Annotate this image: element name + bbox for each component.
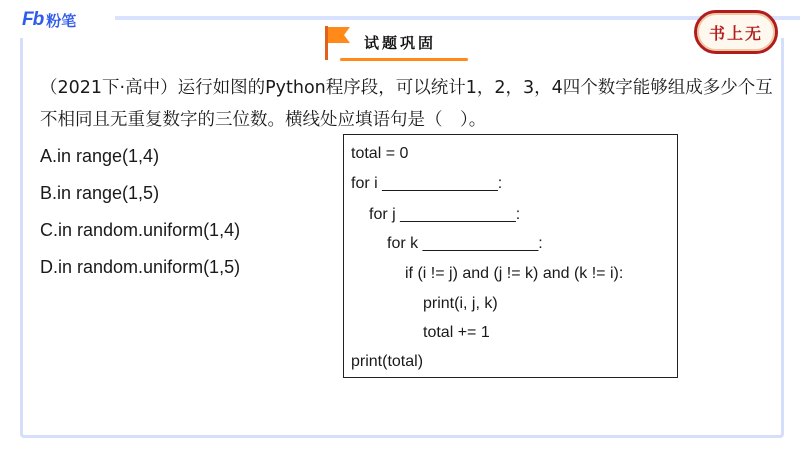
flag-icon [322,24,352,62]
code-line: total += 1 [423,324,490,341]
logo-latin: Fb [22,9,44,30]
code-line: for j _____________: [369,206,521,223]
code-line: print(i, j, k) [423,295,498,312]
options-list [40,140,240,288]
option-b[interactable]: B.in range(1,5) [40,183,160,203]
code-line: total = 0 [351,145,409,162]
fenbi-logo [22,9,76,31]
code-line: for i _____________: [351,175,503,192]
code-block [343,134,678,378]
question-text: （2021下·高中）运行如图的Python程序段，可以统计1，2，3，4四个数字能够组成多少个互不相同且无重复数字的三位数。横线处应填语句是（ ）。 [40,78,773,130]
code-line: print(total) [351,353,424,370]
stamp-text: 书上无 [708,23,763,43]
logo-chinese: 粉笔 [46,11,77,30]
section-title-text: 试题巩固 [364,34,437,52]
code-line: for k _____________: [387,235,543,252]
section-title [322,24,472,64]
option-d[interactable]: D.in random.uniform(1,5) [40,257,241,277]
title-underline [340,58,468,61]
option-a[interactable]: A.in range(1,4) [40,146,160,166]
code-line: if (i != j) and (j != k) and (k != i): [405,265,624,282]
option-c[interactable]: C.in random.uniform(1,4) [40,220,241,240]
header-bar [115,16,705,20]
